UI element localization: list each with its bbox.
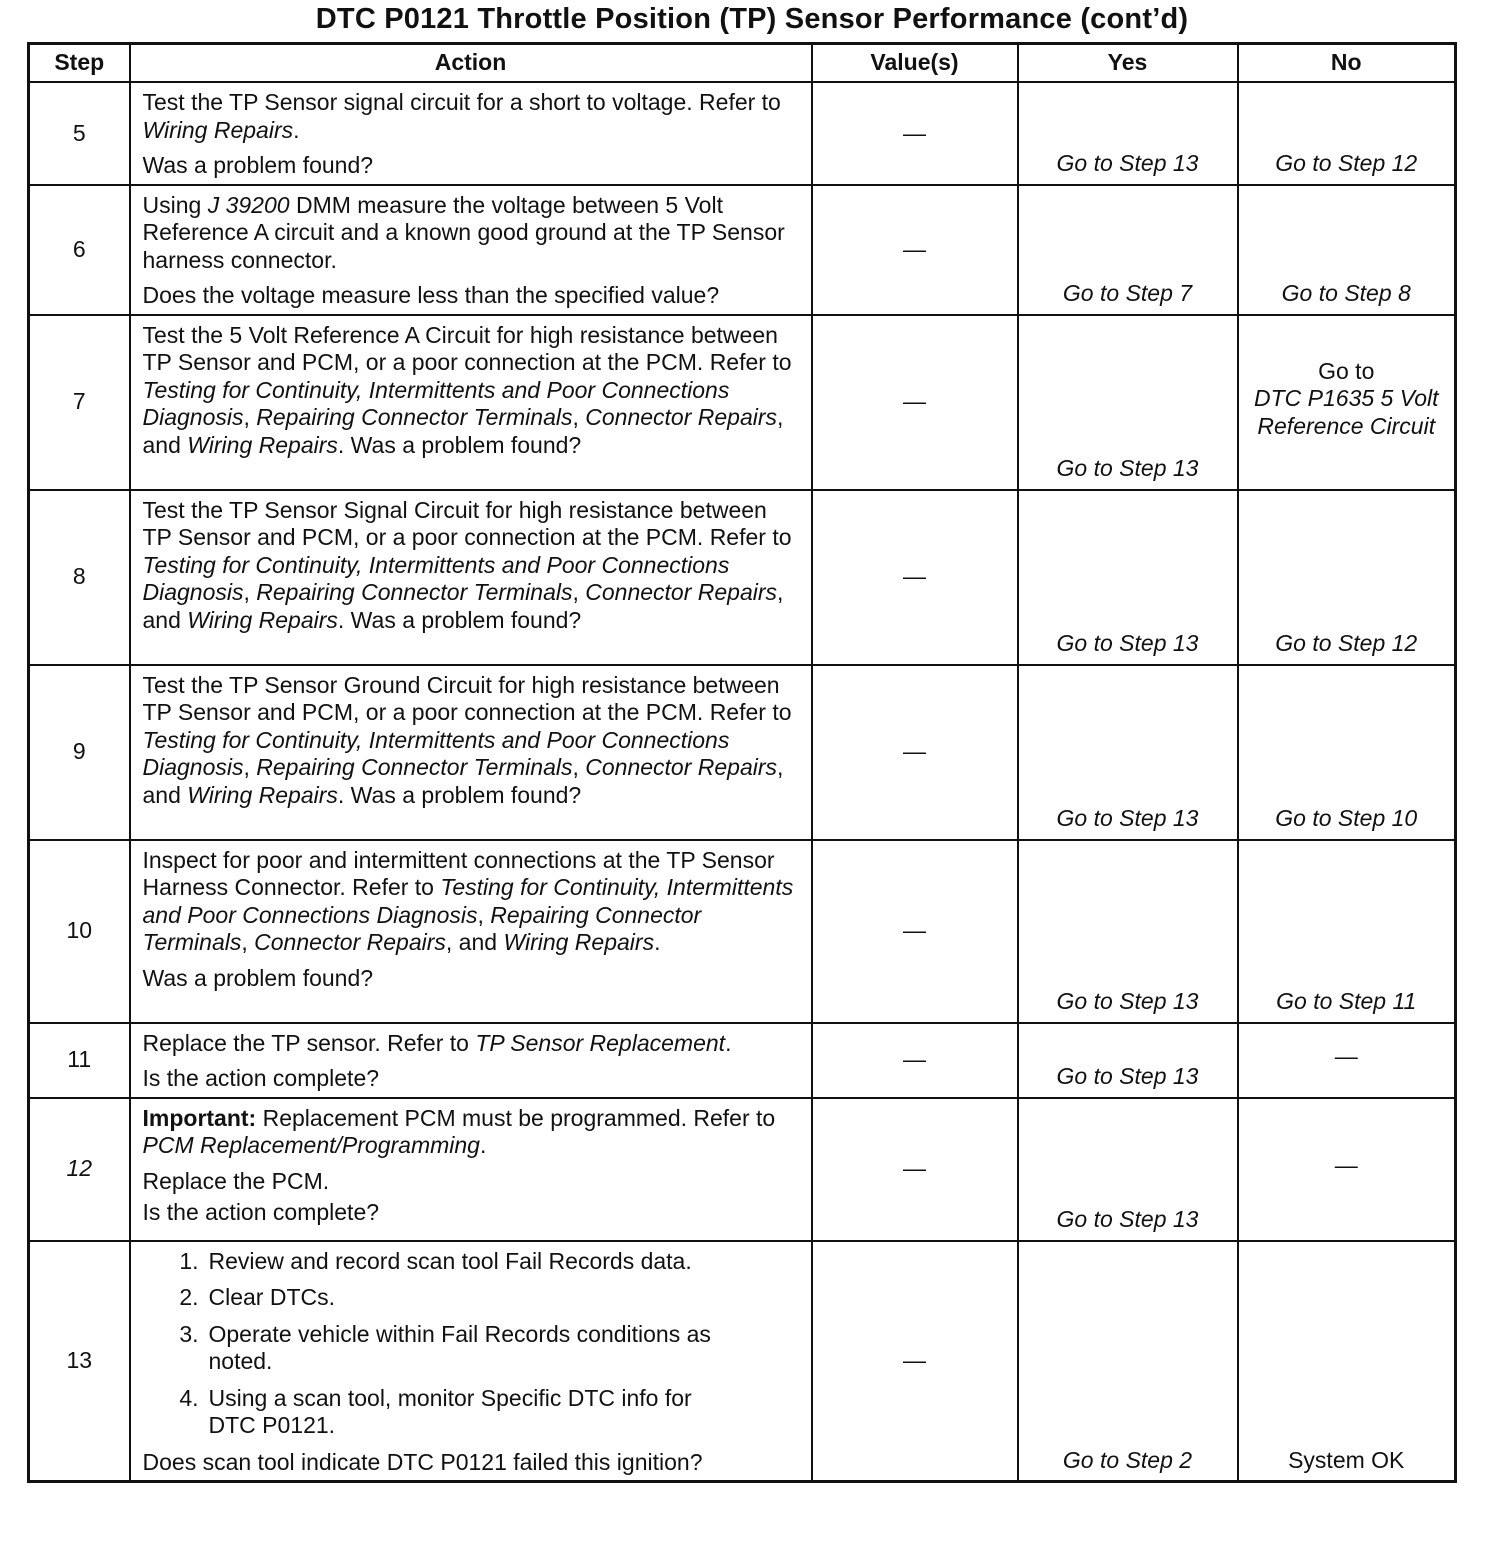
header-yes: Yes (1018, 44, 1238, 83)
action-text: 1. Review and record scan tool Fail Records data. 2. Clear DTCs. 3. Operate vehicle within Fail Records conditions as noted. 4. Using a scan tool, monitor Specific DTC info for DTC P0121. Does scan tool indicate DTC P0121 failed this ignition? (130, 1241, 812, 1482)
table-row (29, 490, 1456, 665)
list-item: 1. Review and record scan tool Fail Records data. (179, 1247, 692, 1274)
no-cell: — (1238, 1023, 1456, 1098)
no-cell: Go to DTC P1635 5 Volt Reference Circuit (1238, 315, 1456, 490)
value-cell: — (812, 1241, 1018, 1482)
table-row (29, 1098, 1456, 1241)
important-label: Important: (142, 1104, 257, 1131)
no-cell: Go to Step 10 (1238, 665, 1456, 840)
yes-cell: Go to Step 13 (1018, 1098, 1238, 1241)
yes-cell: Go to Step 2 (1018, 1241, 1238, 1482)
header-no: No (1238, 44, 1456, 83)
action-text: Test the TP Sensor Ground Circuit for high resistance between TP Sensor and PCM, or a poor connection at the PCM. Refer to Testing for Continuity, Intermittents and Poor Connections Diagnosis, Repairing Connector Terminals, Connector Repairs, and Wiring Repairs. Was a problem found? (130, 665, 812, 840)
action-text: Test the 5 Volt Reference A Circuit for high resistance between TP Sensor and PCM, or a poor connection at the PCM. Refer to Testing for Continuity, Intermittents and Poor Connections Diagnosis, Repairing Connector Terminals, Connector Repairs, and Wiring Repairs. Was a problem found? (130, 315, 812, 490)
action-text: Replace the TP sensor. Refer to TP Sensor Replacement. Is the action complete? (130, 1023, 812, 1098)
yes-cell: Go to Step 13 (1018, 82, 1238, 185)
diagnostic-table (27, 42, 1457, 1483)
yes-cell: Go to Step 13 (1018, 1023, 1238, 1098)
table-row (29, 665, 1456, 840)
no-cell: — (1238, 1098, 1456, 1241)
action-text: Test the TP Sensor signal circuit for a short to voltage. Refer to Wiring Repairs. Was a problem found? (130, 82, 812, 185)
no-cell: Go to Step 11 (1238, 840, 1456, 1023)
no-cell: System OK (1238, 1241, 1456, 1482)
step-number: 12 (29, 1098, 130, 1241)
value-cell: — (812, 82, 1018, 185)
table-row (29, 1241, 1456, 1482)
step-number: 13 (29, 1241, 130, 1482)
value-cell: — (812, 490, 1018, 665)
action-text: Test the TP Sensor Signal Circuit for high resistance between TP Sensor and PCM, or a poor connection at the PCM. Refer to Testing for Continuity, Intermittents and Poor Connections Diagnosis, Repairing Connector Terminals, Connector Repairs, and Wiring Repairs. Was a problem found? (130, 490, 812, 665)
step-number: 11 (29, 1023, 130, 1098)
header-action: Action (130, 44, 812, 83)
numbered-list (143, 1248, 799, 1440)
list-item: 2. Clear DTCs. (179, 1284, 336, 1310)
action-text: Important: Replacement PCM must be programmed. Refer to PCM Replacement/Programming. Replace the PCM. Is the action complete? (130, 1098, 812, 1241)
no-cell: Go to Step 12 (1238, 490, 1456, 665)
yes-cell: Go to Step 13 (1018, 315, 1238, 490)
no-cell: Go to Step 8 (1238, 185, 1456, 315)
yes-cell: Go to Step 13 (1018, 490, 1238, 665)
list-item: 4. Using a scan tool, monitor Specific DTC info for DTC P0121. (179, 1384, 692, 1438)
value-cell: — (812, 1023, 1018, 1098)
step-number: 9 (29, 665, 130, 840)
action-text: Inspect for poor and intermittent connections at the TP Sensor Harness Connector. Refer to Testing for Continuity, Intermittents and Poor Connections Diagnosis, Repairing Connector Terminals, Connector Repairs, and Wiring Repairs. Was a problem found? (130, 840, 812, 1023)
value-cell: — (812, 840, 1018, 1023)
table-row (29, 840, 1456, 1023)
table-header-row (29, 44, 1456, 83)
step-number: 8 (29, 490, 130, 665)
table-row (29, 185, 1456, 315)
no-cell: Go to Step 12 (1238, 82, 1456, 185)
step-number: 5 (29, 82, 130, 185)
table-row (29, 1023, 1456, 1098)
header-step: Step (29, 44, 130, 83)
value-cell: — (812, 185, 1018, 315)
yes-cell: Go to Step 7 (1018, 185, 1238, 315)
value-cell: — (812, 665, 1018, 840)
step-number: 7 (29, 315, 130, 490)
action-text: Using J 39200 DMM measure the voltage between 5 Volt Reference A circuit and a known good ground at the TP Sensor harness connector. Does the voltage measure less than the specified value? (130, 185, 812, 315)
step-number: 6 (29, 185, 130, 315)
table-row (29, 82, 1456, 185)
table-row (29, 315, 1456, 490)
page-title: DTC P0121 Throttle Position (TP) Sensor Performance (cont’d) (315, 3, 1189, 35)
header-values: Value(s) (812, 44, 1018, 83)
value-cell: — (812, 1098, 1018, 1241)
yes-cell: Go to Step 13 (1018, 665, 1238, 840)
value-cell: — (812, 315, 1018, 490)
list-item: 3. Operate vehicle within Fail Records conditions as noted. (179, 1320, 711, 1374)
yes-cell: Go to Step 13 (1018, 840, 1238, 1023)
step-number: 10 (29, 840, 130, 1023)
